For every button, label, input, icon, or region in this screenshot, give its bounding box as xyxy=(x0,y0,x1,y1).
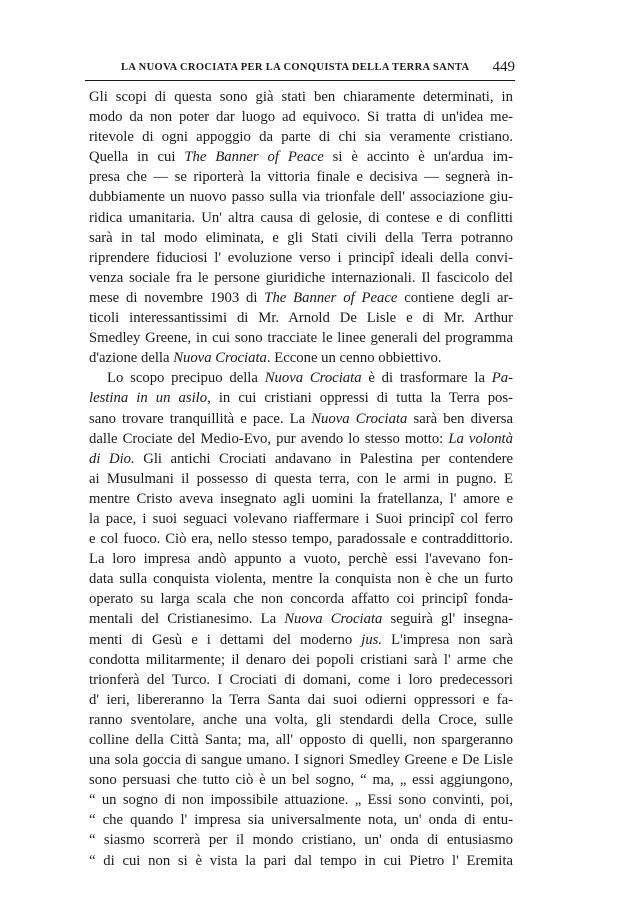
italic-text: The Banner of Peace xyxy=(184,149,324,166)
italic-text: Nuova Crociata xyxy=(284,611,383,628)
text-line xyxy=(89,107,513,127)
text-run: operato su larga scala che non concorda affatto coi principî fonda- xyxy=(89,591,513,608)
text-line xyxy=(89,167,513,187)
text-line xyxy=(89,348,513,368)
text-run: ticoli interessantissimi di Mr. Arnold De Lisle e di Mr. Arthur xyxy=(89,310,513,327)
text-run: la pace, i suoi seguaci volevano riaffermare i Suoi principî col ferro xyxy=(89,510,513,527)
text-run: mentali del Cristianesimo. La xyxy=(89,611,285,628)
text-line xyxy=(89,368,513,388)
text-run: si è accinto è un'ardua im- xyxy=(323,149,513,166)
text-run: dubbiamente un nuovo passo sulla via trionfale dell' associazione giu- xyxy=(89,189,513,206)
text-line xyxy=(89,630,513,650)
text-run: Gli antichi Crociati andavano in Palestina per contendere xyxy=(134,450,513,467)
text-run: ranno sventolare, anche una volta, gli stendardi della Croce, sulle xyxy=(89,711,513,728)
text-run: menti di Gesù e i dettami del moderno xyxy=(89,631,362,648)
running-title: LA NUOVA CROCIATA PER LA CONQUISTA DELLA TERRA SANTA xyxy=(121,62,470,73)
italic-text: jus. xyxy=(361,631,383,648)
text-run: in cui cristiani oppressi di tutta la Terra pos- xyxy=(210,390,513,407)
text-run: una sola goccia di sangue umano. I signori Smedley Greene e De Lisle xyxy=(89,752,513,769)
text-line xyxy=(89,228,513,248)
italic-text: di Dio. xyxy=(89,450,135,467)
text-run: condotta militarmente; il denaro dei popoli cristiani sarà l' arme che xyxy=(89,651,513,668)
italic-text: La volontà xyxy=(448,430,513,447)
text-run: L'impresa non sarà xyxy=(382,631,513,648)
text-run: mese di novembre 1903 di xyxy=(89,289,265,306)
text-line xyxy=(89,489,513,509)
text-run: sano trovare tranquillità e pace. La xyxy=(89,410,312,427)
text-run: presa che — se riporterà la vittoria finale e decisiva — segnerà in- xyxy=(89,169,513,186)
text-line xyxy=(89,670,513,690)
text-run: Gli scopi di questa sono già stati ben chiaramente determinati, in xyxy=(89,89,513,105)
text-line xyxy=(89,409,513,429)
italic-text: Nuova Crociata xyxy=(311,410,408,427)
text-run: mentre Cristo aveva insegnato agli uomini la fratellanza, l' amore e xyxy=(89,490,513,507)
text-run: “ che quando l' impresa sia universalmente nota, un' onda di entu- xyxy=(89,812,513,829)
text-run: colline della Città Santa; ma, all' opposto di quelli, non spargeranno xyxy=(89,732,513,748)
text-line xyxy=(89,308,513,328)
text-line xyxy=(89,288,513,308)
text-line xyxy=(89,851,513,871)
italic-text: Pa- xyxy=(491,370,513,387)
text-line xyxy=(89,810,513,830)
italic-text: Nuova Crociata xyxy=(173,350,267,367)
text-run: sono persuasi che tutto ciò è un bel sogno, “ ma, „ essi aggiungono, xyxy=(89,772,513,789)
italic-text: lestina in un asilo, xyxy=(89,390,211,407)
text-line xyxy=(89,569,513,589)
text-line xyxy=(89,187,513,207)
text-line xyxy=(89,549,513,569)
text-line xyxy=(89,770,513,790)
text-line xyxy=(89,750,513,770)
header-rule xyxy=(85,80,515,81)
text-line xyxy=(89,147,513,167)
text-run: ritevole di ogni appoggio da parte di chi sia veramente cristiano. xyxy=(89,129,513,146)
text-line xyxy=(89,268,513,288)
text-run: è di trasformare la xyxy=(361,370,492,387)
text-line xyxy=(89,710,513,730)
text-run: modo da non poter dar luogo ad equivoco. Si tratta di un'idea me- xyxy=(89,109,513,126)
text-run: sarà ben diversa xyxy=(407,410,514,427)
italic-text: Nuova Crociata xyxy=(264,370,362,387)
text-run: La loro impresa andò appunto a vuoto, perchè essi l'avevano fon- xyxy=(89,551,513,568)
text-line xyxy=(89,208,513,228)
text-line xyxy=(89,650,513,670)
text-line xyxy=(89,388,513,408)
text-run: sarà in tal modo eliminata, e gli Stati civili della Terra potranno xyxy=(89,229,513,246)
text-run: trionferà del Turco. I Crociati di domani, come i loro predecessori xyxy=(89,671,513,688)
text-run: Quella in cui xyxy=(89,149,185,166)
italic-text: The Banner of Peace xyxy=(264,289,398,306)
text-run: ai Musulmani il possesso di questa terra, con le armi in pugno. E xyxy=(89,470,513,487)
text-line xyxy=(89,589,513,609)
text-line xyxy=(89,529,513,549)
text-run: venza sociale fra le persone giuridiche internazionali. Il fascicolo del xyxy=(89,269,513,286)
text-run: d'azione della xyxy=(89,350,174,367)
text-run: e col fuoco. Ciò era, nello stesso tempo, paradossale e contraddittorio. xyxy=(89,531,513,548)
text-line xyxy=(89,328,513,348)
text-run: ridica umanitaria. Un' altra causa di gelosie, di contese e di conflitti xyxy=(89,209,513,226)
text-run: “ di cui non si è vista la pari dal tempo in cui Pietro l' Eremita xyxy=(89,852,513,869)
body-text xyxy=(89,87,513,871)
text-line xyxy=(89,449,513,469)
text-line xyxy=(89,509,513,529)
text-run: Lo scopo precipuo della xyxy=(107,370,265,387)
text-run: data sulla conquista violenta, mentre la conquista non è che un furto xyxy=(89,571,513,588)
text-line xyxy=(89,609,513,629)
page-number: 449 xyxy=(492,59,515,75)
text-line xyxy=(89,87,513,107)
text-run: . Eccone un cenno obbiettivo. xyxy=(266,350,442,367)
text-line xyxy=(89,690,513,710)
text-line xyxy=(89,429,513,449)
text-run: seguirà gl' insegna- xyxy=(382,611,513,628)
text-run: riprendere fiduciosi l' evoluzione verso i principî ideali della convi- xyxy=(89,249,513,266)
text-line xyxy=(89,469,513,489)
text-run: dalle Crociate del Medio-Evo, pur avendo lo stesso motto: xyxy=(89,430,449,447)
text-run: Smedley Greene, in cui sono tracciate le linee generali del programma xyxy=(89,330,513,347)
text-line xyxy=(89,790,513,810)
text-line xyxy=(89,127,513,147)
text-run: d' ieri, libereranno la Terra Santa dai suoi odierni oppressori e fa- xyxy=(89,691,513,708)
text-run: “ siasmo scorrerà per il mondo cristiano, un' onda di entusiasmo xyxy=(89,832,513,849)
text-run: contiene degli ar- xyxy=(397,289,513,306)
running-head xyxy=(85,59,515,79)
text-line xyxy=(89,730,513,750)
text-line xyxy=(89,248,513,268)
text-line xyxy=(89,830,513,850)
text-run: “ un sogno di non impossibile attuazione. „ Essi sono convinti, poi, xyxy=(89,792,513,809)
